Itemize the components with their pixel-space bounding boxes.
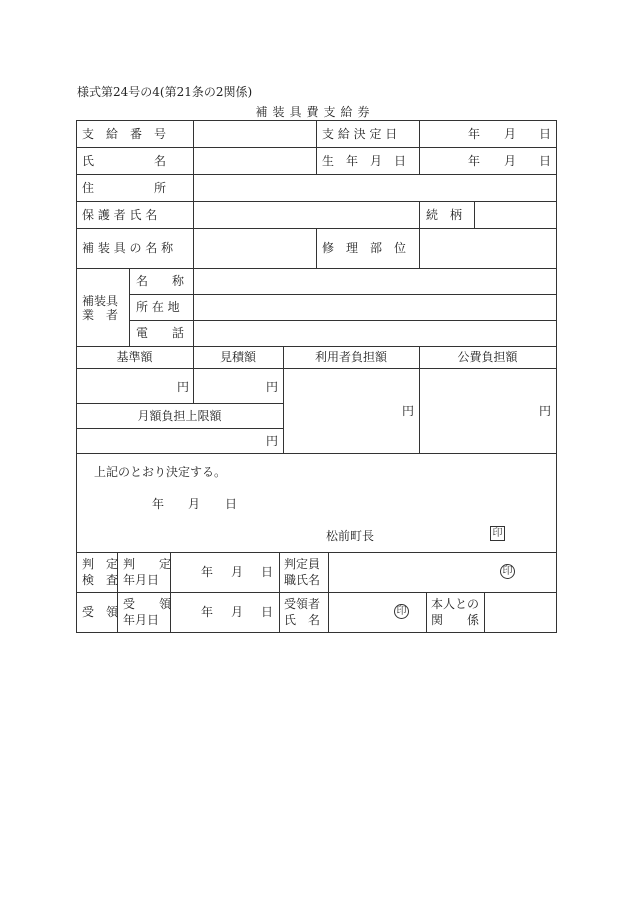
guardian-name-field[interactable] [194, 202, 419, 228]
decision-date-label: 支 給 決 定 日 [322, 127, 398, 141]
vendor-label-line2: 業 者 [82, 308, 119, 322]
receipt-date-label-line1: 受 領 [123, 597, 172, 611]
birth-date-month: 月 [504, 154, 517, 168]
receipt-label: 受 領 [82, 605, 119, 619]
device-name-label: 補 装 具 の 名 称 [82, 241, 174, 255]
receiver-name-field[interactable] [329, 593, 426, 632]
rule [316, 120, 317, 174]
vendor-name-label: 名 称 [136, 274, 185, 288]
device-name-field[interactable] [194, 229, 316, 268]
rule [279, 552, 280, 632]
rule [76, 120, 77, 632]
payment-number-label: 支 給 番 号 [82, 127, 167, 141]
vendor-name-field[interactable] [194, 269, 556, 294]
decision-date-day: 日 [539, 127, 552, 141]
birth-date-day: 日 [539, 154, 552, 168]
relation-label-line1: 本人との [431, 597, 480, 611]
rule [316, 228, 317, 268]
birth-date-year: 年 [468, 154, 481, 168]
inspection-seal-icon: 印 [500, 564, 515, 579]
rule [129, 268, 130, 346]
receiver-label-line2: 氏 名 [284, 613, 321, 627]
vendor-location-label: 所 在 地 [136, 300, 180, 314]
decision-statement: 上記のとおり決定する。 [94, 465, 227, 479]
rule [426, 592, 427, 632]
relationship-field[interactable] [475, 202, 556, 228]
name-label: 氏 名 [82, 154, 167, 168]
inspection-officer-label-line2: 職氏名 [284, 573, 321, 587]
repair-part-field[interactable] [420, 229, 556, 268]
rule [419, 201, 420, 228]
rule [76, 346, 556, 347]
receiver-label-line1: 受領者 [284, 597, 321, 611]
inspection-label-line1: 判 定 [82, 557, 119, 571]
monthly-limit-yen: 円 [266, 434, 279, 448]
issuer-name: 松前町長 [326, 529, 375, 543]
decision-year: 年 [152, 497, 165, 511]
birth-date-label: 生 年 月 日 [322, 154, 407, 168]
public-burden-header: 公費負担額 [457, 350, 518, 364]
relation-label-line2: 関 係 [431, 613, 480, 627]
rule [76, 632, 556, 633]
address-field[interactable] [194, 175, 556, 201]
inspection-month: 月 [231, 565, 244, 579]
name-field[interactable] [194, 148, 316, 174]
receipt-date-label-line2: 年月日 [123, 613, 160, 627]
receipt-day: 日 [261, 605, 274, 619]
inspection-label-line2: 検 査 [82, 573, 119, 587]
decision-date-month: 月 [504, 127, 517, 141]
user-burden-yen: 円 [402, 404, 415, 418]
rule [76, 368, 556, 369]
relation-field[interactable] [485, 593, 556, 632]
rule [193, 368, 194, 403]
inspection-date-label-line2: 年月日 [123, 573, 160, 587]
receipt-year: 年 [201, 605, 214, 619]
repair-part-label: 修 理 部 位 [322, 241, 407, 255]
vendor-phone-label: 電 話 [136, 326, 185, 340]
decision-date-year: 年 [468, 127, 481, 141]
decision-month: 月 [188, 497, 201, 511]
relationship-label: 続 柄 [426, 208, 463, 222]
rule [76, 403, 283, 404]
payment-number-field[interactable] [194, 121, 316, 147]
decision-day: 日 [225, 497, 238, 511]
inspection-officer-label-line1: 判定員 [284, 557, 321, 571]
inspection-officer-field[interactable] [329, 553, 556, 592]
standard-amount-yen: 円 [177, 380, 190, 394]
rule [76, 428, 283, 429]
form-number: 様式第24号の4(第21条の2関係) [77, 85, 253, 99]
form-title: 補装具費支給券 [255, 105, 375, 119]
estimate-amount-header: 見積額 [219, 350, 256, 364]
receiver-seal-icon: 印 [394, 604, 409, 619]
inspection-year: 年 [201, 565, 214, 579]
receipt-month: 月 [231, 605, 244, 619]
rule [419, 120, 420, 174]
guardian-name-label: 保 護 者 氏 名 [82, 208, 158, 222]
vendor-phone-field[interactable] [194, 321, 556, 346]
user-burden-header: 利用者負担額 [314, 350, 387, 364]
inspection-day: 日 [261, 565, 274, 579]
monthly-limit-label: 月額負担上限額 [137, 409, 222, 423]
standard-amount-header: 基準額 [116, 350, 153, 364]
address-label: 住 所 [82, 181, 167, 195]
public-burden-yen: 円 [539, 404, 552, 418]
rule [556, 120, 557, 633]
inspection-date-label-line1: 判 定 [123, 557, 172, 571]
issuer-seal-icon: 印 [490, 526, 505, 541]
estimate-amount-yen: 円 [266, 380, 279, 394]
vendor-location-field[interactable] [194, 295, 556, 320]
vendor-label-line1: 補装具 [82, 294, 119, 308]
rule [76, 453, 556, 454]
